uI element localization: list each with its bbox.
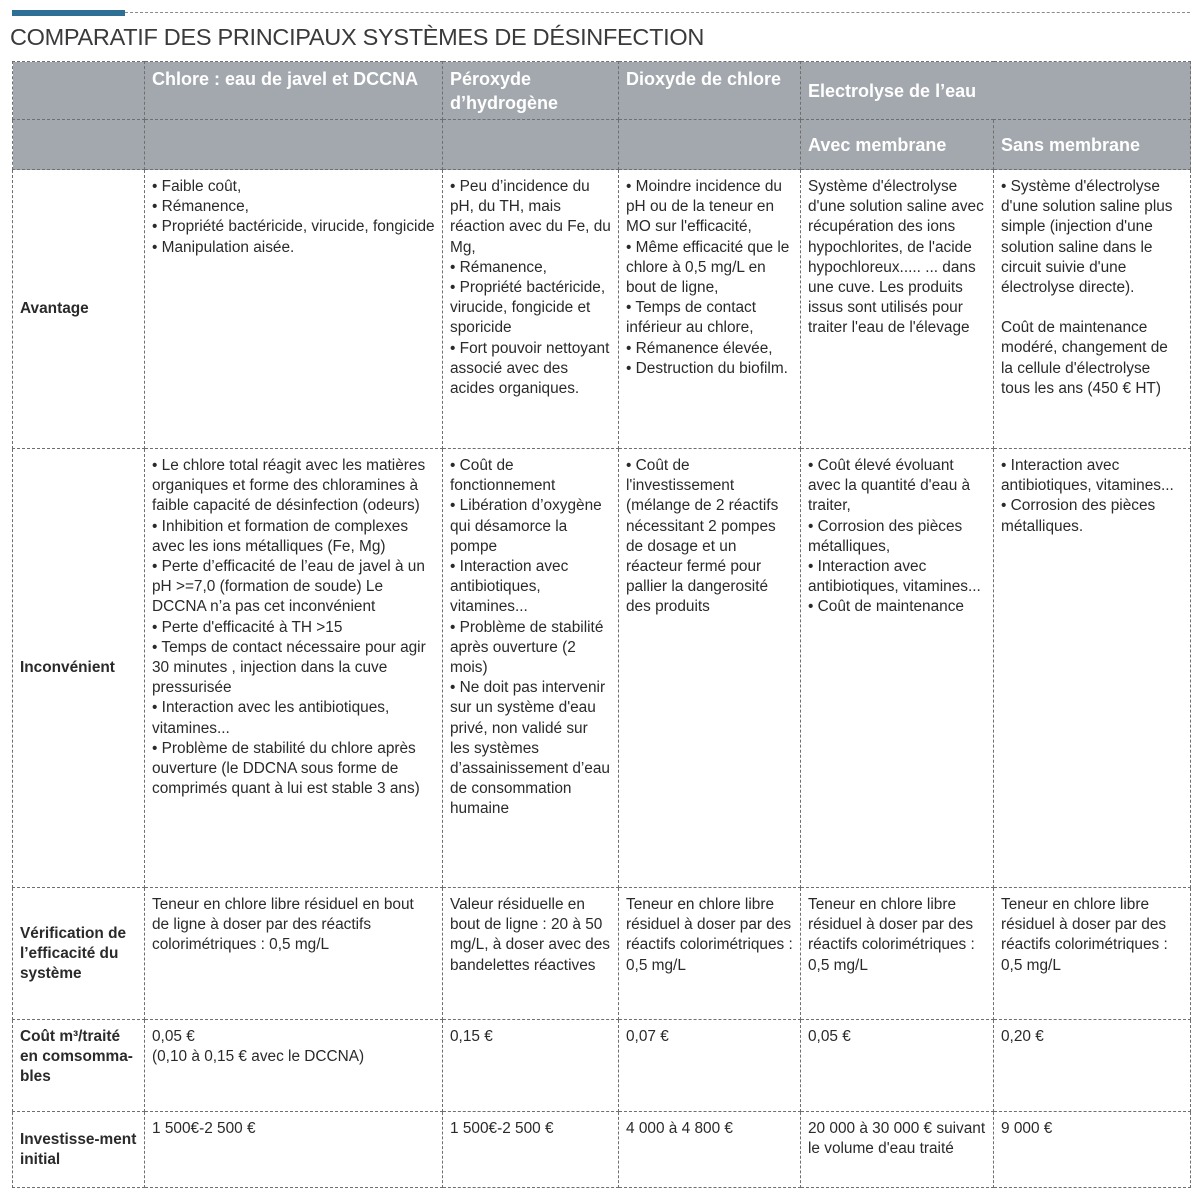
table-row-avantage <box>13 170 1191 449</box>
list-item: • Système d'électrolyse d'une solution saline plus simple (injection d'une solution saline dans le circuit suivie d'une électrolyse directe). <box>1001 178 1173 297</box>
list-item: • Perte d’efficacité de l’eau de javel à un pH >=7,0 (formation de soude) Le DCCNA n’a pas cet inconvénient <box>152 558 425 616</box>
page-title: COMPARATIF DES PRINCIPAUX SYSTÈMES DE DÉSINFECTION <box>10 24 705 50</box>
cell-verification-peroxyde: Valeur résiduelle en bout de ligne : 20 à 50 mg/L, à doser avec des bandelettes réactives <box>443 888 619 1020</box>
title-decoration <box>12 10 1190 16</box>
list-item: • Problème de stabilité du chlore après ouverture (le DDCNA sous forme de comprimés quant à lui est stable 3 ans) <box>152 739 420 798</box>
list-item: • Interaction avec antibiotiques, vitamines... <box>1001 457 1174 495</box>
header-sans-membrane: Sans membrane <box>994 120 1191 170</box>
table-row-verification <box>13 888 1191 1020</box>
list-item: • Corrosion des pièces métalliques. <box>1001 497 1156 535</box>
subheader-empty <box>13 120 145 170</box>
table-row-cout <box>13 1020 1191 1112</box>
list-item: • Interaction avec antibiotiques, vitamines... <box>808 558 981 596</box>
list-item: Coût de maintenance modéré, changement de la cellule d'électrolyse tous les ans (450 € HT) <box>1001 319 1168 397</box>
cell-avantage-sans-membrane <box>994 170 1191 449</box>
value-line: (0,10 à 0,15 € avec le DCCNA) <box>152 1048 365 1066</box>
list-item: • Problème de stabilité après ouverture (2 mois) <box>450 618 604 677</box>
cell-avantage-chlore <box>145 170 443 449</box>
cell-cout-avec-membrane: 0,05 € <box>801 1020 994 1112</box>
list-item: • Rémanence, <box>450 258 547 276</box>
list-item: • Coût de maintenance <box>808 598 964 616</box>
list-item: • Peu d’incidence du pH, du TH, mais réaction avec du Fe, du Mg, <box>450 178 611 256</box>
cell-investissement-sans-membrane: 9 000 € <box>994 1112 1191 1188</box>
list-item: • Propriété bactéricide, virucide, fongicide <box>152 218 435 236</box>
cell-verification-sans-membrane: Teneur en chlore libre résiduel à doser par des réactifs colorimétriques : 0,5 mg/L <box>994 888 1191 1020</box>
cell-cout-peroxyde: 0,15 € <box>443 1020 619 1112</box>
list-item: • Rémanence, <box>152 198 249 216</box>
list-item: • Faible coût, <box>152 178 242 195</box>
list-item: • Perte d'efficacité à TH >15 <box>152 618 343 636</box>
cell-inconvenient-sans-membrane <box>994 449 1191 888</box>
subheader-empty <box>443 120 619 170</box>
cell-verification-avec-membrane: Teneur en chlore libre résiduel à doser par des réactifs colorimétriques : 0,5 mg/L <box>801 888 994 1020</box>
cell-investissement-avec-membrane: 20 000 à 30 000 € suivant le volume d'eau traité <box>801 1112 994 1188</box>
header-electrolyse: Electrolyse de l’eau <box>801 62 1191 120</box>
list-item: • Coût de l'investissement (mélange de 2 réactifs nécessitant 2 pompes de dosage et un réacteur fermé pour pallier la dangerosité des produits <box>626 457 779 616</box>
subheader-row <box>13 120 1191 170</box>
list-item: • Destruction du biofilm. <box>626 359 788 377</box>
list-item: • Même efficacité que le chlore à 0,5 mg/L en bout de ligne, <box>626 238 790 297</box>
list-item: • Ne doit pas intervenir sur un système d'eau privé, non validé sur les systèmes d’assainissement d’eau de consommation humaine <box>450 679 610 818</box>
cell-avantage-avec-membrane <box>801 170 994 449</box>
list-item: • Propriété bactéricide, virucide, fongicide et sporicide <box>450 279 606 337</box>
cell-cout-chlore <box>145 1020 443 1112</box>
row-label: Vérification de l’efficacité du système <box>13 888 145 1020</box>
header-avec-membrane: Avec membrane <box>801 120 994 170</box>
cell-inconvenient-dioxyde <box>619 449 801 888</box>
cell-inconvenient-avec-membrane <box>801 449 994 888</box>
header-dioxyde: Dioxyde de chlore <box>619 62 801 120</box>
value-line: 0,05 € <box>152 1028 195 1045</box>
header-chlore: Chlore : eau de javel et DCCNA <box>145 62 443 120</box>
cell-avantage-dioxyde <box>619 170 801 449</box>
row-label: Inconvénient <box>13 449 145 888</box>
row-label: Coût m³/traité en comsomma-bles <box>13 1020 145 1112</box>
list-item: • Corrosion des pièces métalliques, <box>808 517 963 555</box>
list-item: • Interaction avec antibiotiques, vitamines... <box>450 558 569 616</box>
list-item: • Coût de fonctionnement <box>450 457 556 495</box>
list-item: • Le chlore total réagit avec les matières organiques et forme des chloramines à faible capacité de désinfection (odeurs) <box>152 457 426 515</box>
list-item: • Manipulation aisée. <box>152 238 295 256</box>
cell-cout-sans-membrane: 0,20 € <box>994 1020 1191 1112</box>
list-item: Système d'électrolyse d'une solution saline avec récupération des ions hypochlorites, de l'acide hypochloreux..... ... dans une cuve. Les produits issus sont utilisés pour traiter l'eau de l'élevage <box>808 178 984 337</box>
list-item: • Coût élevé évoluant avec la quantité d'eau à traiter, <box>808 457 971 515</box>
cell-investissement-peroxyde: 1 500€-2 500 € <box>443 1112 619 1188</box>
cell-verification-chlore: Teneur en chlore libre résiduel en bout de ligne à doser par des réactifs colorimétriques : 0,5 mg/L <box>145 888 443 1020</box>
cell-inconvenient-peroxyde <box>443 449 619 888</box>
table-row-inconvenient <box>13 449 1191 888</box>
cell-avantage-peroxyde <box>443 170 619 449</box>
list-item: • Inhibition et formation de complexes avec les ions métalliques (Fe, Mg) <box>152 517 409 555</box>
cell-investissement-chlore: 1 500€-2 500 € <box>145 1112 443 1188</box>
accent-bar <box>12 10 125 16</box>
dashed-rule <box>125 12 1190 13</box>
header-peroxyde: Péroxyde d’hydrogène <box>443 62 619 120</box>
list-item: • Interaction avec les antibiotiques, vitamines... <box>152 699 390 737</box>
cell-investissement-dioxyde: 4 000 à 4 800 € <box>619 1112 801 1188</box>
subheader-empty <box>619 120 801 170</box>
comparison-table <box>12 61 1191 1188</box>
list-item: • Moindre incidence du pH ou de la teneur en MO sur l'efficacité, <box>626 178 782 236</box>
list-item: • Libération d’oxygène qui désamorce la pompe <box>450 497 602 555</box>
cell-verification-dioxyde: Teneur en chlore libre résiduel à doser par des réactifs colorimétriques : 0,5 mg/L <box>619 888 801 1020</box>
row-label: Avantage <box>13 170 145 449</box>
row-label: Investisse-ment initial <box>13 1112 145 1188</box>
list-item: • Temps de contact nécessaire pour agir 30 minutes , injection dans la cuve pressurisée <box>152 638 426 697</box>
cell-inconvenient-chlore <box>145 449 443 888</box>
list-item: • Fort pouvoir nettoyant associé avec des acides organiques. <box>450 339 610 398</box>
subheader-empty <box>145 120 443 170</box>
list-item: • Rémanence élevée, <box>626 339 773 357</box>
header-row <box>13 62 1191 120</box>
header-empty <box>13 62 145 120</box>
cell-cout-dioxyde: 0,07 € <box>619 1020 801 1112</box>
list-item: • Temps de contact inférieur au chlore, <box>626 299 757 337</box>
table-row-investissement <box>13 1112 1191 1188</box>
